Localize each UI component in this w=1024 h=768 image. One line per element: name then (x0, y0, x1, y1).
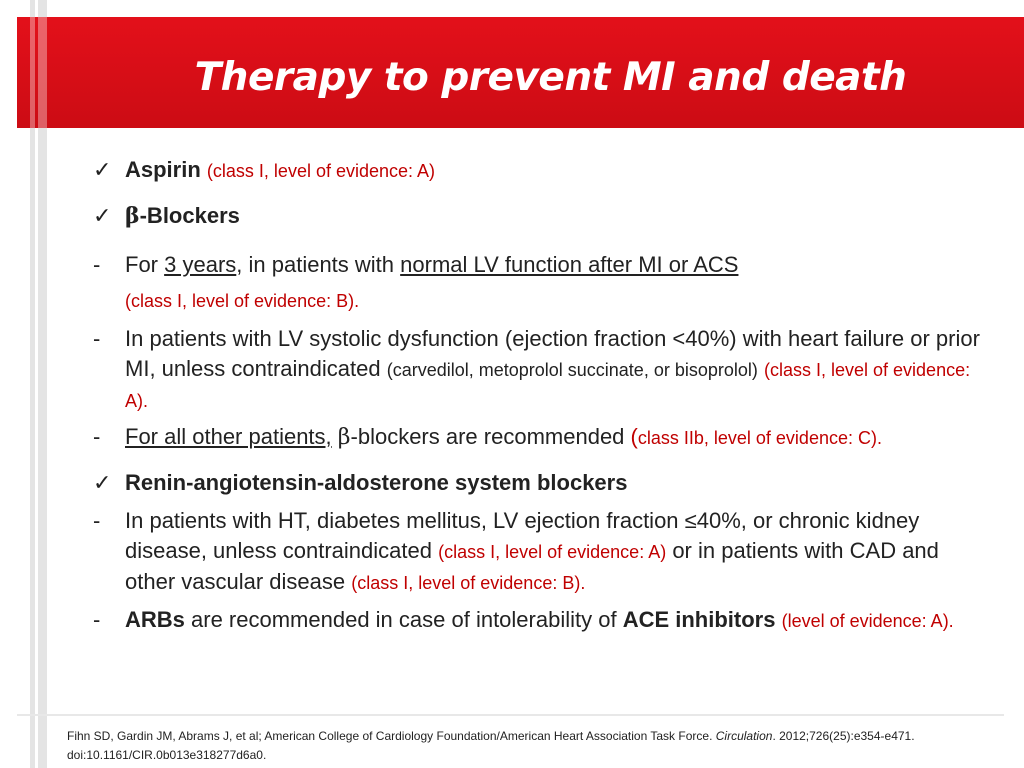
checkmark-icon: ✓ (93, 470, 112, 495)
text: In patients with LV systolic dysfunction (ejection fraction <40%) with heart failure or prior MI, unless contraindicated (125, 326, 980, 381)
text: are recommended in case of intolerability of (184, 607, 623, 632)
text: or in patients with CAD and other vascular disease (125, 538, 939, 594)
dash-marker: - (93, 326, 101, 351)
text: In patients with HT, diabetes mellitus, LV ejection fraction ≤40%, or chronic kidney disease, unless contraindicated (125, 508, 920, 563)
text: -blockers are recommended (350, 424, 631, 449)
bullet-raas-blockers (93, 468, 993, 498)
footer-divider (17, 714, 1004, 716)
sub-bullet-beta-2 (93, 324, 993, 416)
dash-marker: - (93, 508, 101, 533)
text: For (125, 252, 165, 277)
evidence-level: (class I, level of evidence: B). (351, 573, 586, 593)
journal-name: Circulation (715, 729, 773, 743)
sub-bullet-beta-3 (93, 422, 993, 453)
sub-bullet-raas-1 (93, 506, 993, 598)
citation-text: Fihn SD, Gardin JM, Abrams J, et al; American College of Cardiology Foundation/American Heart Association Task Force. (67, 729, 716, 743)
evidence-level: (class I, level of evidence: A). (125, 360, 971, 411)
drug-list: (carvedilol, metoprolol succinate, or bisoprolol) (386, 360, 758, 380)
sub-bullet-beta-1 (93, 250, 993, 316)
slide-title: Therapy to prevent MI and death (194, 55, 907, 100)
footer-citation (67, 727, 947, 765)
drug-name: -Blockers (139, 203, 240, 228)
underlined-text: normal LV function after MI or ACS (400, 252, 739, 277)
beta-symbol: β (125, 203, 140, 229)
drug-name: Aspirin (125, 157, 201, 182)
evidence-level: (class I, level of evidence: A) (206, 161, 436, 181)
drug-name: ACE inhibitors (622, 607, 776, 632)
text: , in patients with (236, 252, 401, 277)
checkmark-icon: ✓ (93, 157, 112, 182)
evidence-level: (class I, level of evidence: B). (125, 291, 360, 311)
drug-name: ARBs (125, 607, 185, 632)
dash-marker: - (93, 607, 101, 632)
drug-name: Renin-angiotensin-aldosterone system blockers (125, 470, 628, 495)
dash-marker: - (93, 424, 101, 449)
evidence-level: class IIb, level of evidence: C). (637, 428, 882, 448)
bullet-aspirin (93, 155, 993, 186)
beta-symbol: β (337, 425, 351, 450)
evidence-level: (level of evidence: A). (781, 611, 954, 631)
dash-marker: - (93, 252, 101, 277)
checkmark-icon: ✓ (93, 203, 112, 228)
title-banner (17, 17, 1024, 128)
bullet-beta-blockers (93, 201, 993, 231)
underlined-text: For all other patients, (125, 424, 332, 449)
underlined-text: 3 years (164, 252, 237, 277)
slide-content (93, 155, 993, 636)
citation-details: . 2012;726(25):e354-e471. doi:10.1161/CIR.0b013e318277d6a0. (67, 729, 915, 762)
evidence-level: (class I, level of evidence: A) (438, 542, 667, 562)
sub-bullet-raas-2 (93, 605, 993, 636)
paren: ( (630, 424, 638, 449)
